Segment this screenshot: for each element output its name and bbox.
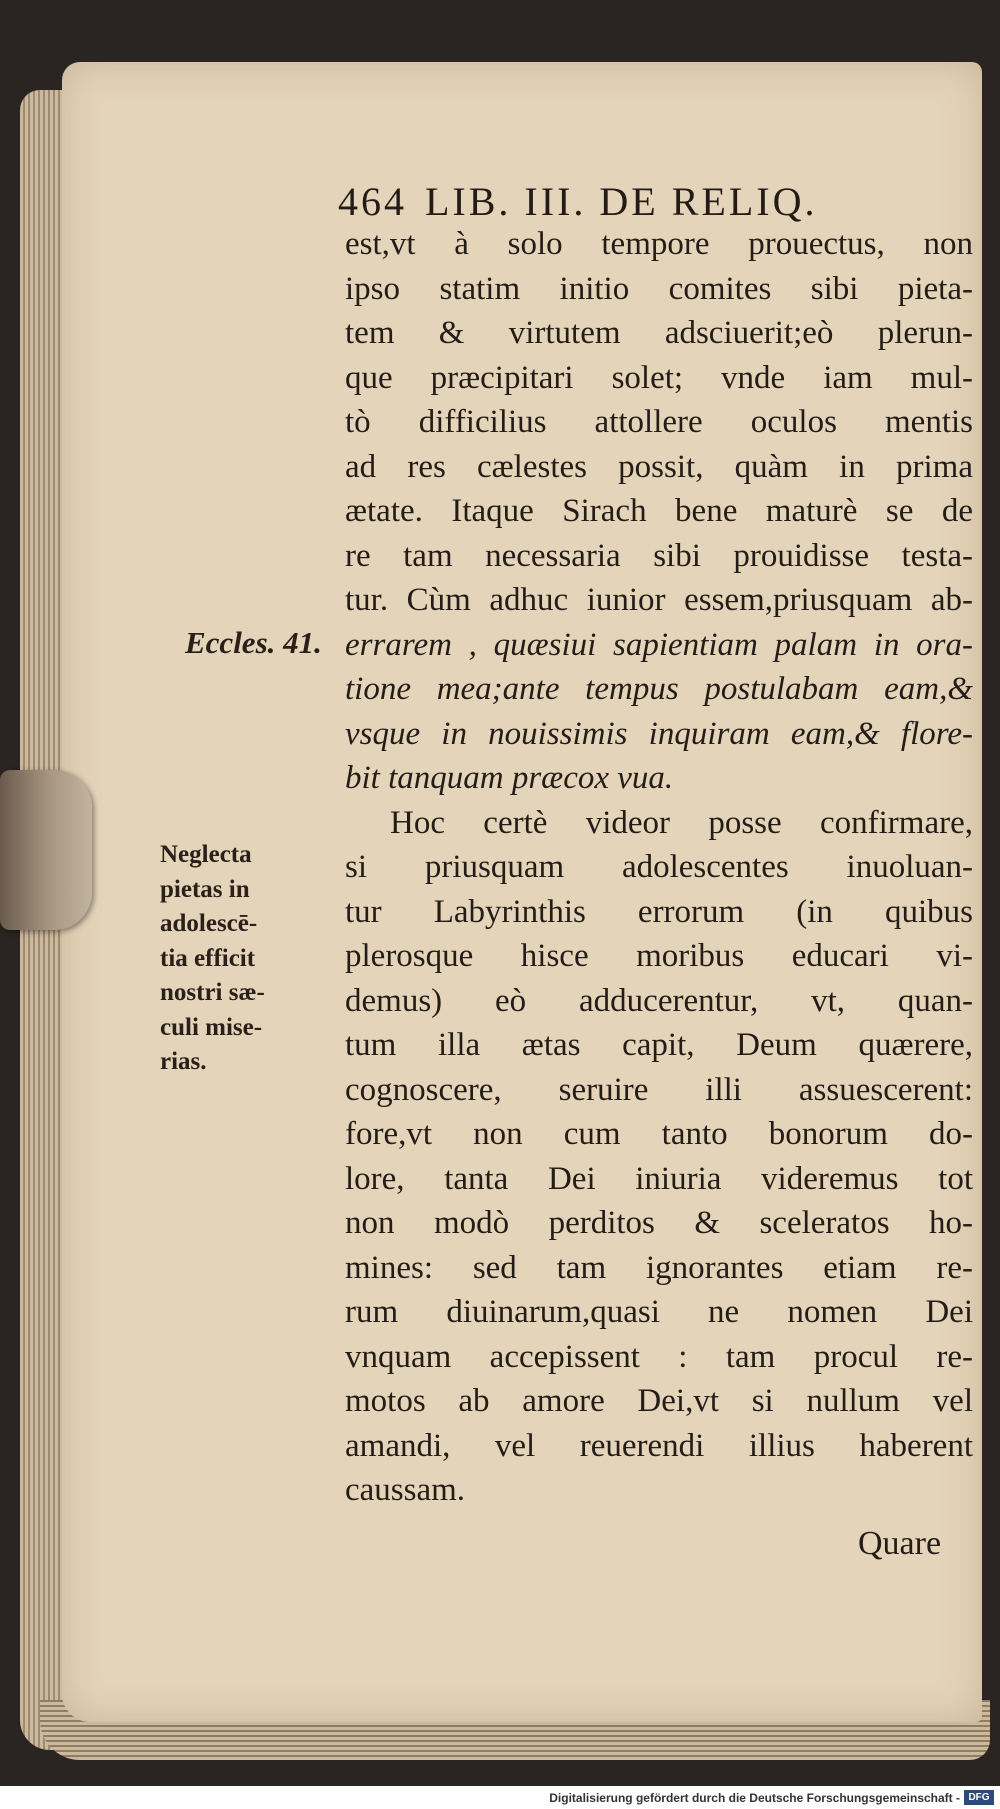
marginal-note-line: culi mise- bbox=[160, 1013, 263, 1041]
marginal-reference: Eccles. 41. bbox=[185, 625, 322, 660]
text-line: tem & virtutem adsciuerit;eò plerun- bbox=[345, 315, 973, 351]
text-line: ætate. Itaque Sirach bene maturè se de bbox=[345, 493, 973, 529]
dfg-logo: DFG bbox=[964, 1790, 994, 1805]
marginal-note bbox=[160, 838, 340, 1080]
text-line: tum illa ætas capit, Deum quærere, bbox=[345, 1027, 973, 1063]
text-line: ipso statim initio comites sibi pieta- bbox=[345, 270, 973, 307]
page-marker-tab bbox=[0, 770, 92, 930]
marginal-note-line: tia efficit bbox=[160, 944, 256, 972]
quotation-line: bit tanquam præcox vua. bbox=[345, 760, 674, 796]
text-line: cognoscere, seruire illi assuescerent: bbox=[345, 1071, 973, 1108]
running-title: LIB. III. DE RELIQ. bbox=[425, 179, 818, 224]
text-line: est,vt à solo tempore prouectus, non bbox=[345, 226, 973, 262]
text-line: tò difficilius attollere oculos mentis bbox=[345, 404, 973, 440]
text-line: ad res cælestes possit, quàm in prima bbox=[345, 448, 973, 485]
text-line: si priusquam adolescentes inuoluan- bbox=[345, 849, 973, 885]
text-line: re tam necessaria sibi prouidisse testa- bbox=[345, 537, 973, 574]
catchword: Quare bbox=[858, 1525, 942, 1562]
text-line: vnquam accepissent : tam procul re- bbox=[345, 1338, 973, 1375]
text-line: que præcipitari solet; vnde iam mul- bbox=[345, 359, 973, 396]
text-line: amandi, vel reuerendi illius haberent bbox=[345, 1427, 973, 1464]
text-line: fore,vt non cum tanto bonorum do- bbox=[345, 1116, 973, 1152]
text-line: lore, tanta Dei iniuria videremus tot bbox=[345, 1160, 973, 1197]
page-number: 464 bbox=[338, 179, 407, 224]
text-line: motos ab amore Dei,vt si nullum vel bbox=[345, 1383, 973, 1419]
text-line: caussam. bbox=[345, 1472, 466, 1508]
text-line: tur Labyrinthis errorum (in quibus bbox=[345, 893, 973, 930]
marginal-note-line: adolescē- bbox=[160, 910, 258, 937]
text-line: rum diuinarum,quasi ne nomen Dei bbox=[345, 1294, 973, 1330]
paragraph-first-line: Hoc certè videor posse confirmare, bbox=[390, 804, 973, 841]
quotation-line: vsque in nouissimis inquiram eam,& flore- bbox=[345, 715, 973, 752]
quotation-line: tione mea;ante tempus postulabam eam,& bbox=[345, 671, 973, 707]
digitization-footer bbox=[0, 1786, 1000, 1809]
text-line: tur. Cùm adhuc iunior essem,priusquam ab- bbox=[345, 582, 973, 618]
footer-credit: Digitalisierung gefördert durch die Deutsche Forschungsgemeinschaft - bbox=[549, 1791, 960, 1805]
text-line: plerosque hisce moribus educari vi- bbox=[345, 938, 973, 974]
text-line: demus) eò adducerentur, vt, quan- bbox=[345, 982, 973, 1019]
marginal-note-line: Neglecta bbox=[160, 841, 252, 868]
marginal-note-line: rias. bbox=[160, 1048, 207, 1075]
quotation-line: errarem , quæsiui sapientiam palam in ora- bbox=[345, 626, 973, 663]
text-line: mines: sed tam ignorantes etiam re- bbox=[345, 1249, 973, 1286]
main-text-block bbox=[345, 222, 973, 1513]
text-line: non modò perditos & sceleratos ho- bbox=[345, 1205, 973, 1241]
marginal-note-line: pietas in bbox=[160, 875, 250, 903]
marginal-note-line: nostri sæ- bbox=[160, 979, 265, 1006]
